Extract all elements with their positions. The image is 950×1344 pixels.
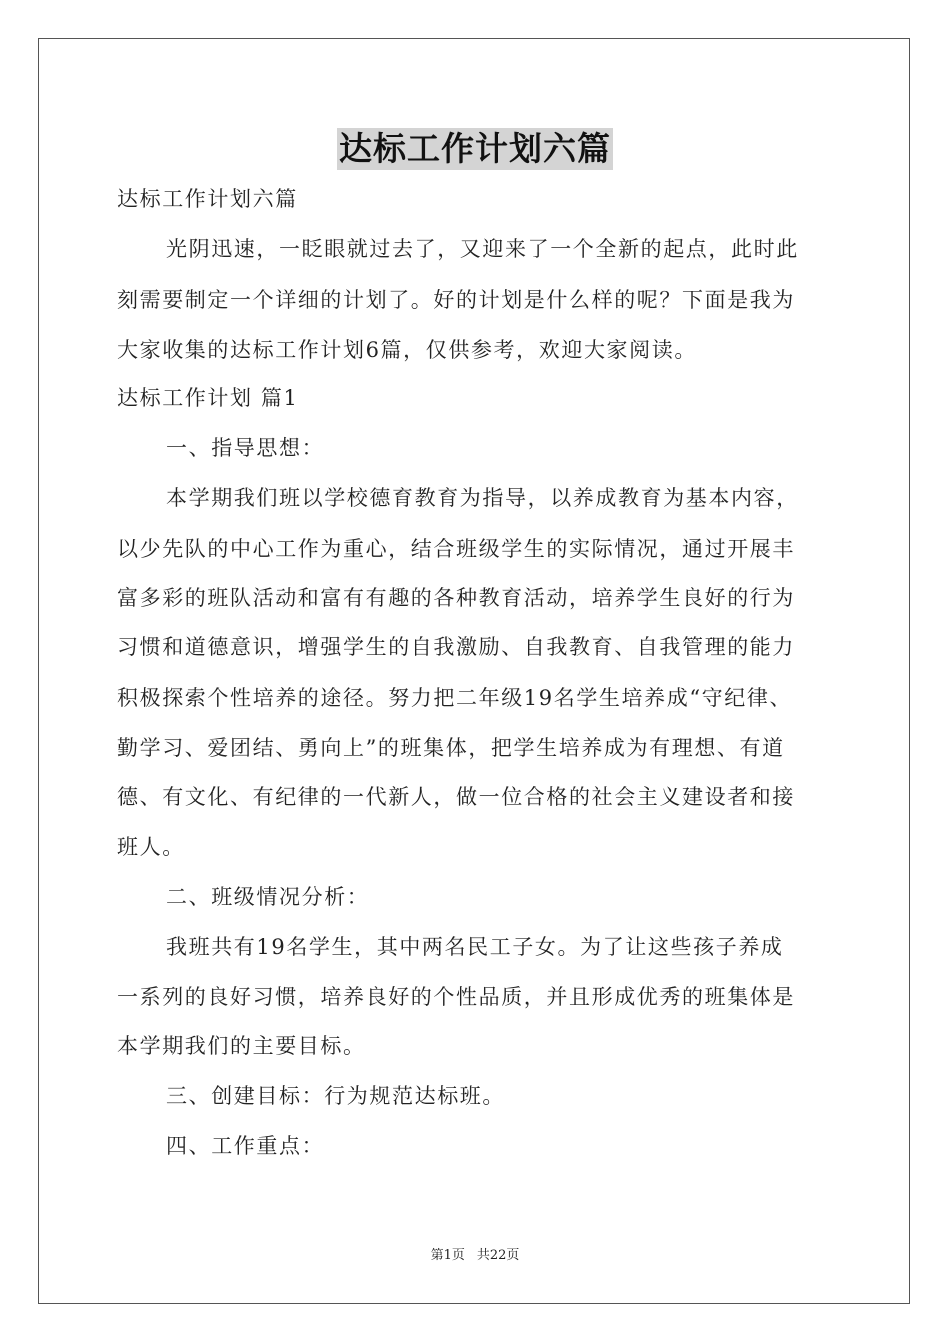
paragraph-line: 积极探索个性培养的途径。努力把二年级19名学生培养成“守纪律、	[117, 686, 793, 710]
paragraph-line: 光阴迅速，一眨眼就过去了，又迎来了一个全新的起点，此时此	[166, 237, 799, 261]
title-container	[0, 128, 950, 170]
page-total: 共22页	[476, 1248, 520, 1263]
paragraph-line: 我班共有19名学生，其中两名民工子女。为了让这些孩子养成	[166, 935, 784, 959]
subheading-line: 三、创建目标：行为规范达标班。	[166, 1084, 505, 1108]
page-number: 第1页	[430, 1248, 465, 1263]
paragraph-line: 一系列的良好习惯，培养良好的个性品质，并且形成优秀的班集体是	[117, 985, 795, 1009]
document-title: 达标工作计划六篇	[339, 129, 611, 168]
paragraph-line: 刻需要制定一个详细的计划了。好的计划是什么样的呢？下面是我为	[117, 288, 795, 312]
subheading-line: 二、班级情况分析：	[166, 885, 370, 909]
paragraph-line: 班人。	[117, 835, 185, 859]
paragraph-line: 勤学习、爱团结、勇向上”的班集体，把学生培养成为有理想、有道	[117, 736, 785, 760]
paragraph-line: 德、有文化、有纪律的一代新人，做一位合格的社会主义建设者和接	[117, 785, 795, 809]
subheading-line: 四、工作重点：	[166, 1134, 325, 1158]
paragraph-line: 富多彩的班队活动和富有有趣的各种教育活动，培养学生良好的行为	[117, 586, 795, 610]
paragraph-line: 本学期我们的主要目标。	[117, 1034, 366, 1058]
page-border	[38, 38, 910, 1304]
subheading-line: 一、指导思想：	[166, 436, 325, 460]
subtitle-line: 达标工作计划六篇	[117, 187, 298, 211]
page-footer	[0, 1247, 950, 1265]
paragraph-line: 大家收集的达标工作计划6篇，仅供参考，欢迎大家阅读。	[117, 338, 697, 362]
paragraph-line: 本学期我们班以学校德育教育为指导，以养成教育为基本内容，	[166, 486, 799, 510]
paragraph-line: 以少先队的中心工作为重心，结合班级学生的实际情况，通过开展丰	[117, 537, 795, 561]
paragraph-line: 习惯和道德意识，增强学生的自我激励、自我教育、自我管理的能力	[117, 635, 795, 659]
section-heading: 达标工作计划 篇1	[117, 386, 299, 410]
